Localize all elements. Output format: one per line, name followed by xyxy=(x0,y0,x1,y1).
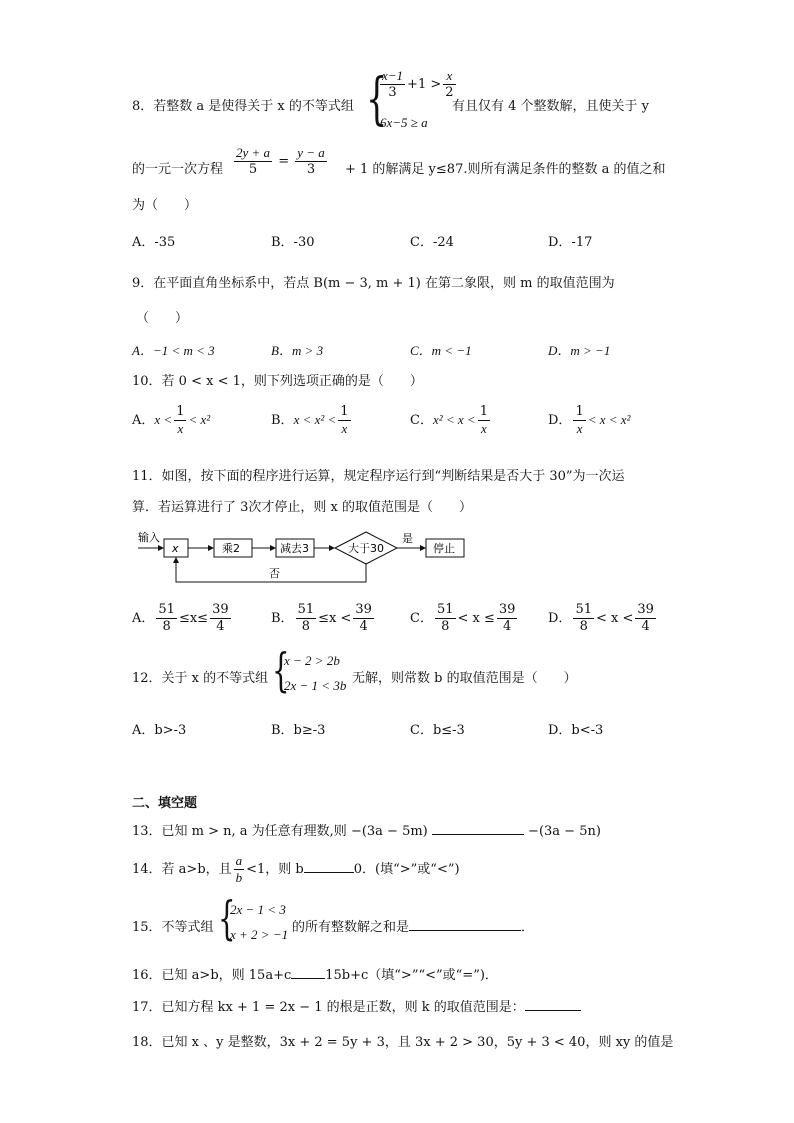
q8-option-b[interactable]: B．-30 xyxy=(271,235,315,250)
flow-sub-label: 减去3 xyxy=(280,542,309,555)
q16: 16．已知 a>b，则 15a+c 15b+c（填“>”“<”或“=”)． xyxy=(132,968,498,983)
q12-system-line2: 2x − 1 < 3b xyxy=(284,678,347,693)
q8-lead: 8．若整数 a 是使得关于 x 的不等式组 xyxy=(132,99,354,114)
q9-option-c[interactable]: C．m < −1 xyxy=(410,343,472,358)
q9-line2: （ ） xyxy=(136,311,189,326)
q10-option-b[interactable]: B．x < x² < $\frac{1}{x}$ xyxy=(271,404,349,436)
q8-option-c[interactable]: C．-24 xyxy=(410,235,454,250)
q10-option-d[interactable]: D． $\frac{1}{x}$ < x < x² xyxy=(548,404,631,436)
q9-option-b[interactable]: B．m > 3 xyxy=(271,343,324,358)
q11-option-d[interactable]: D． $\frac{51}{8}$ < x < $\frac{39}{4}$ xyxy=(548,602,654,634)
q8-system-line1: $\frac{x-1}{3}$ +1 > $\frac{x}{2}$ xyxy=(382,68,454,100)
q12-option-d[interactable]: D．b<-3 xyxy=(548,723,604,738)
q13: 13．已知 m > n, a 为任意有理数,则 −(3a − 5m) −(3a − 5n) xyxy=(132,824,601,839)
q17-answer-blank[interactable] xyxy=(525,998,581,1011)
q17: 17．已知方程 kx + 1 = 2x − 1 的根是正数，则 k 的取值范围是： xyxy=(132,996,581,1015)
q12-system-brace: { xyxy=(272,643,290,697)
q11-flowchart xyxy=(132,528,472,588)
flow-yes-label: 是 xyxy=(402,532,413,545)
q11-option-a[interactable]: A． $\frac{51}{8}$ ≤x≤ $\frac{39}{4}$ xyxy=(132,602,229,634)
q8-eq-right: $\frac{y - a}{3}$ xyxy=(297,145,325,177)
q8-frac-right: $\frac{x}{2}$ xyxy=(445,68,454,100)
q8-option-d[interactable]: D．-17 xyxy=(548,235,593,250)
q13-answer-blank[interactable] xyxy=(432,822,524,835)
q12-option-b[interactable]: B．b≥-3 xyxy=(271,723,326,738)
q15-system-line1: 2x − 1 < 3 xyxy=(230,902,286,917)
q12-tail: 无解，则常数 b 的取值范围是（ ） xyxy=(352,671,577,686)
q9-line1: 9．在平面直角坐标系中，若点 B(m − 3, m + 1) 在第二象限，则 m 的取值范围为 xyxy=(132,276,615,291)
flow-x-label: x xyxy=(172,542,179,555)
q15-answer-blank[interactable] xyxy=(409,918,521,931)
q10-option-c[interactable]: C．x² < x < $\frac{1}{x}$ xyxy=(410,404,488,436)
q14-answer-blank[interactable] xyxy=(304,860,354,873)
flow-mult-label: 乘2 xyxy=(222,542,240,555)
q11-option-b[interactable]: B． $\frac{51}{8}$ ≤x < $\frac{39}{4}$ xyxy=(271,602,372,634)
q8-line2-b: + 1 的解满足 y≤87.则所有满足条件的整数 a 的值之和 xyxy=(345,162,666,177)
q11-line2: 算．若运算进行了 3次才停止，则 x 的取值范围是（ ） xyxy=(132,500,472,515)
q12-option-c[interactable]: C．b≤-3 xyxy=(410,723,465,738)
q15-system-brace: { xyxy=(218,891,236,945)
q8-system-brace: { xyxy=(366,67,388,132)
q8-eq-left: $\frac{2y + a}{5}$ xyxy=(236,145,271,177)
q8-frac-left: $\frac{x-1}{3}$ xyxy=(382,68,404,100)
flow-no-label: 否 xyxy=(269,567,280,580)
q10-option-a[interactable]: A．x < $\frac{1}{x}$ < x² xyxy=(132,404,211,436)
q9-option-d[interactable]: D．m > −1 xyxy=(548,343,611,358)
q8-option-a[interactable]: A．-35 xyxy=(132,235,176,250)
q15-lead: 15．不等式组 xyxy=(132,920,214,935)
q12-option-a[interactable]: A．b>-3 xyxy=(132,723,187,738)
flow-cond-label: 大于30 xyxy=(348,542,384,555)
flow-input-label: 输入 xyxy=(138,531,160,544)
q9-option-a[interactable]: A．−1 < m < 3 xyxy=(132,343,215,358)
q8-tail: 有且仅有 4 个整数解，且使关于 y xyxy=(452,99,650,114)
q8-equation: $\frac{2y + a}{5}$ = $\frac{y - a}{3}$ xyxy=(236,145,325,177)
section-title-fill-blank: 二、填空题 xyxy=(132,796,198,811)
q16-answer-blank[interactable] xyxy=(291,966,325,979)
q10-line1: 10．若 0 < x < 1，则下列选项正确的是（ ） xyxy=(132,374,423,389)
q15-system-line2: x + 2 > −1 xyxy=(230,927,289,942)
q14: 14．若 a>b，且 $\frac{a}{b}$ <1，则 b 0．(填“>”或“<”) xyxy=(132,853,460,885)
q8-line2-a: 的一元一次方程 xyxy=(132,162,224,177)
q8-line3: 为（ ） xyxy=(132,198,198,213)
q8-system-line2: 6x−5 ≥ a xyxy=(380,115,428,130)
q12-system-line1: x − 2 > 2b xyxy=(284,653,340,668)
q18: 18．已知 x 、y 是整数，3x + 2 = 5y + 3，且 3x + 2 > 30，5y + 3 < 40，则 xy 的值是 xyxy=(132,1035,674,1050)
flow-stop-label: 停止 xyxy=(433,542,455,555)
q15-tail: 的所有整数解之和是 ． xyxy=(292,920,535,935)
q12-lead: 12．关于 x 的不等式组 xyxy=(132,671,269,686)
q11-option-c[interactable]: C． $\frac{51}{8}$ < x ≤ $\frac{39}{4}$ xyxy=(410,602,516,634)
q11-line1: 11．如图，按下面的程序进行运算，规定程序运行到“判断结果是否大于 30”为一次运 xyxy=(132,469,625,484)
